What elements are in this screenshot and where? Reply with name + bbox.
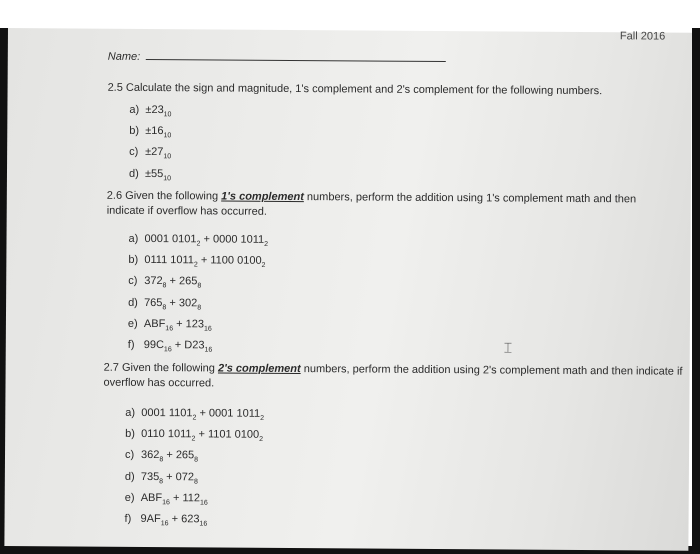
name-blank-line[interactable]: [146, 49, 446, 62]
operand-1: 735: [140, 470, 160, 483]
operand-2-base: 2: [264, 240, 269, 249]
item-marker: e): [124, 491, 135, 504]
operator: +: [195, 428, 209, 441]
prompt-emphasis: 2's complement: [217, 362, 301, 376]
operand-1: 0001 1101: [141, 406, 193, 420]
item-marker: b): [125, 428, 135, 441]
operator: +: [168, 513, 182, 526]
operator: +: [173, 317, 186, 330]
operand-1: ABF: [143, 317, 166, 330]
operand-1-base: 8: [162, 303, 167, 311]
list-item: [128, 252, 666, 277]
item-base: 10: [163, 111, 172, 119]
item-base: 10: [163, 174, 172, 182]
operand-1: 0110 1011: [141, 428, 192, 441]
operand-2-base: 2: [260, 414, 265, 422]
operand-2-base: 2: [259, 436, 264, 444]
item-marker: f): [124, 512, 132, 525]
operand-2: 1100 0100: [210, 254, 262, 267]
operand-2-base: 8: [197, 282, 202, 290]
operand-2-base: 8: [197, 304, 202, 312]
operand-2-base: 16: [199, 499, 208, 507]
operator: +: [197, 254, 211, 267]
operand-1: 99C: [143, 338, 165, 352]
operator: +: [200, 233, 214, 246]
item-marker: b): [129, 125, 140, 138]
operand-1: 0001 0101: [144, 232, 197, 246]
top-margin: [0, 0, 700, 28]
operand-1-base: 8: [159, 456, 164, 464]
operand-1-base: 2: [196, 240, 201, 248]
prompt-text: numbers, perform the addition using 1's complement math and then indicate if overflow has occurred.: [106, 191, 637, 218]
question-2-5-prompt: 2.5 Calculate the sign and magnitude, 1's complement and 2's complement for the following numbers.: [107, 81, 603, 98]
item-marker: a): [129, 103, 140, 116]
operand-2: 1101 0100: [207, 428, 260, 441]
worksheet-page: [4, 28, 692, 551]
text-cursor-icon: ⌶: [503, 339, 513, 356]
operand-2-base: 8: [193, 478, 198, 486]
operand-1-base: 8: [162, 282, 167, 290]
operand-1-base: 2: [191, 435, 196, 443]
item-value: ±23: [145, 103, 164, 117]
operand-1: 362: [140, 449, 160, 462]
list-item: [128, 337, 666, 362]
item-marker: b): [128, 254, 139, 267]
operator: +: [169, 491, 183, 504]
question-2-7: [102, 361, 683, 536]
operand-2: 0001 1011: [208, 407, 261, 420]
item-marker: d): [128, 167, 139, 180]
item-value: ±27: [145, 146, 164, 159]
question-2-5-list: [129, 102, 668, 191]
operand-1-base: 16: [162, 499, 170, 507]
item-base: 10: [163, 153, 172, 161]
operator: +: [166, 275, 180, 288]
question-2-7-prompt: [103, 361, 683, 395]
operator: +: [196, 407, 209, 420]
question-2-7-list: [124, 405, 683, 536]
item-marker: a): [128, 232, 139, 245]
operand-2: 112: [182, 491, 201, 505]
item-marker: f): [127, 338, 135, 351]
operator: +: [171, 339, 185, 352]
item-marker: c): [128, 275, 138, 288]
prompt-text: 2.7 Given the following: [103, 361, 219, 375]
operand-1-base: 2: [193, 261, 198, 269]
list-item: [129, 165, 667, 190]
operand-2-base: 16: [199, 520, 208, 528]
question-2-6-list: [128, 231, 667, 362]
item-marker: d): [124, 470, 135, 483]
name-field: [108, 49, 446, 65]
operand-2: 072: [175, 470, 195, 483]
operand-1: 765: [144, 296, 163, 309]
term-label: Fall 2016: [619, 30, 666, 43]
operand-2: D23: [184, 339, 205, 352]
operand-2: 123: [185, 317, 205, 331]
operand-2: 623: [181, 513, 200, 526]
item-marker: d): [128, 296, 138, 309]
operand-1-base: 16: [165, 325, 174, 333]
prompt-emphasis: 1's complement: [221, 190, 304, 204]
operator: +: [163, 470, 176, 483]
operand-1: ABF: [140, 491, 163, 504]
operand-2: 265: [179, 275, 198, 288]
operand-1-base: 2: [192, 414, 197, 422]
operand-2: 0000 1011: [212, 233, 265, 246]
item-base: 10: [163, 132, 172, 140]
list-item: [125, 426, 683, 451]
operand-1-base: 16: [160, 520, 169, 528]
operand-2-base: 2: [261, 262, 266, 270]
operator: +: [166, 296, 179, 309]
item-marker: c): [124, 449, 135, 462]
item-marker: a): [125, 406, 136, 419]
right-border: [692, 28, 700, 548]
question-2-6-prompt: [107, 189, 667, 223]
item-marker: c): [129, 146, 139, 159]
operand-2: 302: [178, 296, 198, 309]
operand-2-base: 8: [194, 456, 199, 464]
operand-2-base: 16: [204, 346, 213, 354]
operand-1: 372: [144, 275, 163, 288]
list-item: [124, 511, 682, 536]
item-value: ±16: [145, 125, 164, 138]
operand-2-base: 16: [203, 325, 212, 333]
question-2-5: [107, 81, 668, 191]
operator: +: [163, 449, 176, 462]
prompt-text: numbers, perform the addition using 2's complement math and then indicate if overflow has occurred.: [103, 363, 683, 390]
operand-1: 9AF: [140, 512, 161, 526]
prompt-text: 2.6 Given the following: [106, 189, 222, 203]
operand-1-base: 8: [159, 477, 164, 485]
operand-1: 0111 1011: [144, 254, 194, 267]
operand-2: 265: [175, 449, 195, 462]
question-2-6: [106, 189, 667, 362]
operand-1-base: 16: [163, 346, 172, 354]
item-marker: e): [127, 317, 138, 330]
item-value: ±55: [144, 167, 164, 180]
name-label: Name:: [107, 50, 141, 63]
